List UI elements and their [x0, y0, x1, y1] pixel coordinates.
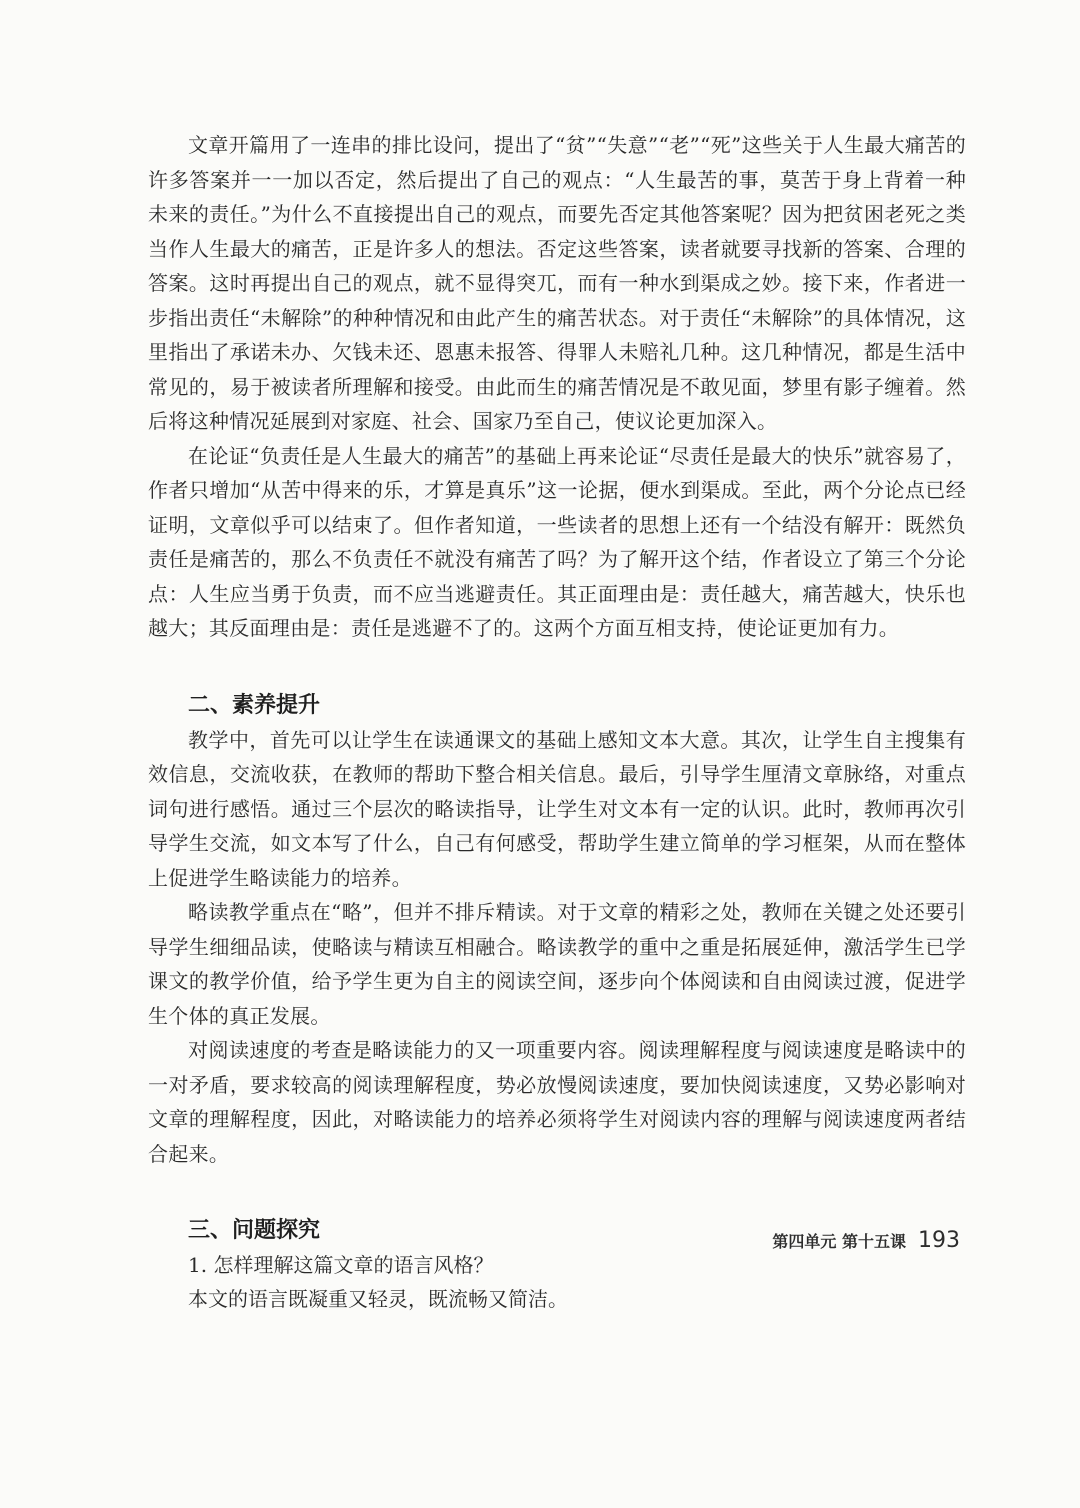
section1-paragraph-2: 在论证“负责任是人生最大的痛苦”的基础上再来论证“尽责任是最大的快乐”就容易了，作者只增加“从苦中得来的乐，才算是真乐”这一论据，便水到渠成。至此，两个分论点已经证明，文章似乎可以结束了。但作者知道，一些读者的思想上还有一个结没有解开：既然负责任是痛苦的，那么不负责任不就没有痛苦了吗？为了解开这个结，作者设立了第三个分论点：人生应当勇于负责，而不应当逃避责任。其正面理由是：责任越大，痛苦越大，快乐也越大；其反面理由是：责任是逃避不了的。这两个方面互相支持，使论证更加有力。 — [148, 443, 966, 640]
question-1: 1. 怎样理解这篇文章的语言风格？ — [188, 1253, 494, 1277]
section1-paragraph-1: 文章开篇用了一连串的排比设问，提出了“贫”“失意”“老”“死”这些关于人生最大痛苦的许多答案并一一加以否定，然后提出了自己的观点：“人生最苦的事，莫苦于身上背着一种未来的责任。”为什么不直接提出自己的观点，而要先否定其他答案呢？因为把贫困老死之类当作人生最大的痛苦，正是许多人的想法。否定这些答案，读者就要寻找新的答案、合理的答案。这时再提出自己的观点，就不显得突兀，而有一种水到渠成之妙。接下来，作者进一步指出责任“未解除”的种种情况和由此产生的痛苦状态。对于责任“未解除”的具体情况，这里指出了承诺未办、欠钱未还、恩惠未报答、得罪人未赔礼几种。这几种情况，都是生活中常见的，易于被读者所理解和接受。由此而生的痛苦情况是不敢见面，梦里有影子缠着。然后将这种情况延展到对家庭、社会、国家乃至自己，使议论更加深入。 — [148, 133, 966, 433]
unit-lesson-label: 第四单元 第十五课 — [772, 1232, 906, 1251]
answer-1: 本文的语言既凝重又轻灵，既流畅又简洁。 — [188, 1287, 568, 1311]
spacer — [148, 1171, 966, 1214]
section2-paragraph-3: 对阅读速度的考查是略读能力的又一项重要内容。阅读理解程度与阅读速度是略读中的一对矛盾，要求较高的阅读理解程度，势必放慢阅读速度，要加快阅读速度，又势必影响对文章的理解程度，因此，对略读能力的培养必须将学生对阅读内容的理解与阅读速度两者结合起来。 — [148, 1038, 966, 1166]
section2-heading: 二、素养提升 — [188, 692, 321, 718]
section2-paragraph-2: 略读教学重点在“略”，但并不排斥精读。对于文章的精彩之处，教师在关键之处还要引导学生细细品读，使略读与精读互相融合。略读教学的重中之重是拓展延伸，激活学生已学课文的教学价值，给予学生更为自主的阅读空间，逐步向个体阅读和自由阅读过渡，促进学生个体的真正发展。 — [148, 900, 966, 1028]
page-footer — [772, 1228, 960, 1253]
page-number: 193 — [918, 1228, 960, 1253]
section3-heading: 三、问题探究 — [188, 1218, 321, 1243]
spacer — [148, 646, 966, 689]
section2-paragraph-1: 教学中，首先可以让学生在读通课文的基础上感知文本大意。其次，让学生自主搜集有效信息，交流收获，在教师的帮助下整合相关信息。最后，引导学生厘清文章脉络，对重点词句进行感悟。通过三个层次的略读指导，让学生对文本有一定的认识。此时，教师再次引导学生交流，如文本写了什么，自己有何感受，帮助学生建立简单的学习框架，从而在整体上促进学生略读能力的培养。 — [148, 727, 966, 890]
page-content — [148, 128, 966, 1316]
